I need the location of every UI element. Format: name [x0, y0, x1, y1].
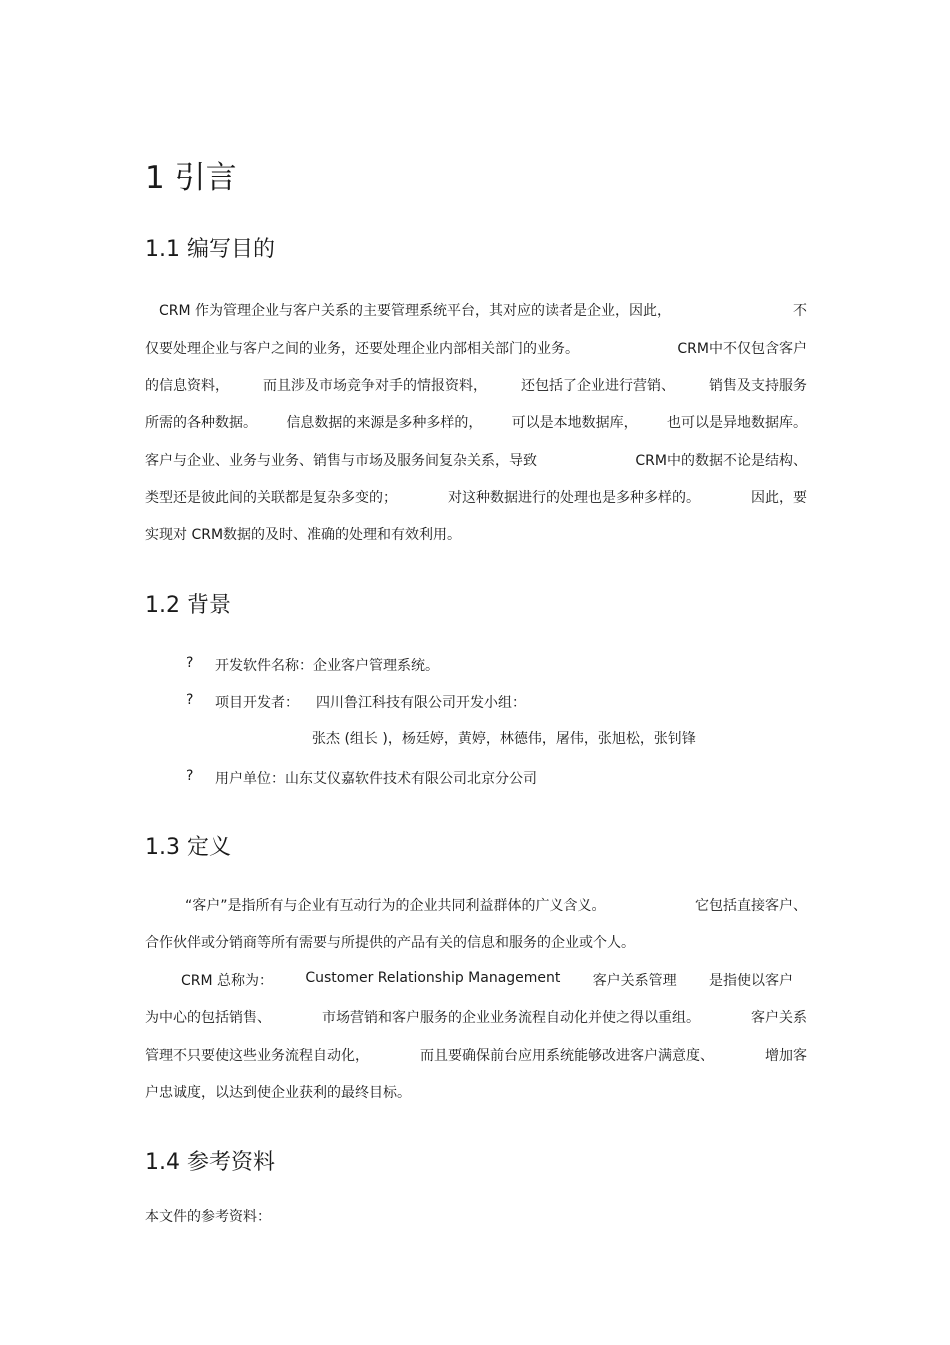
- paragraph-line: [145, 895, 807, 915]
- section-heading-1-2: 1.2 背景: [145, 593, 231, 618]
- text-segment: “客户”是指所有与企业有互动行为的企业共同利益群体的广义含义。: [185, 898, 606, 914]
- paragraph-line: [145, 1045, 807, 1065]
- text-segment: 管理不只要使这些业务流程自动化，: [145, 1048, 369, 1064]
- text-segment: CRM 作为管理企业与客户关系的主要管理系统平台，其对应的读者是企业，因此，: [159, 303, 672, 319]
- text-segment: 不: [793, 303, 807, 319]
- text-segment: 信息数据的来源是多种多样的，: [286, 415, 483, 431]
- bullet-software-name: 开发软件名称：企业客户管理系统。: [215, 658, 439, 674]
- section-heading-1-1: 1.1 编写目的: [145, 237, 275, 262]
- text-segment: 本文件的参考资料：: [145, 1209, 271, 1225]
- paragraph-line: [145, 1007, 807, 1027]
- text-segment: 客户与企业、业务与业务、销售与市场及服务间复杂关系，导致: [145, 453, 537, 469]
- team-members: 张杰 (组长 )，杨廷婷，黄婷，林德伟，屠伟，张旭松，张钊锋: [312, 731, 696, 747]
- text-segment: 客户关系管理: [592, 973, 677, 989]
- paragraph-line: [145, 1206, 807, 1226]
- text-segment: 因此，要: [751, 490, 807, 506]
- text-segment: 可以是本地数据库，: [511, 415, 638, 431]
- text-segment: 所需的各种数据。: [145, 415, 257, 431]
- bullet-marker: ?: [186, 692, 194, 708]
- text-segment: CRM中不仅包含客户: [677, 341, 807, 357]
- paragraph-line: [145, 300, 807, 320]
- chapter-heading: 1 引言: [145, 160, 237, 196]
- text-segment: 而且要确保前台应用系统能够改进客户满意度、: [420, 1048, 714, 1064]
- text-segment: 也可以是异地数据库。: [666, 415, 807, 431]
- text-segment: 实现对 CRM数据的及时、准确的处理和有效利用。: [145, 527, 462, 543]
- bullet-developer-label: 项目开发者：: [215, 695, 299, 711]
- section-heading-1-4: 1.4 参考资料: [145, 1150, 275, 1175]
- paragraph-line: [145, 412, 807, 432]
- paragraph-line: [145, 1082, 807, 1102]
- text-segment: 类型还是彼此间的关联都是复杂多变的；: [145, 490, 397, 506]
- text-segment: 增加客: [765, 1048, 807, 1064]
- bullet-user-unit: 用户单位：山东艾仪嘉软件技术有限公司北京分公司: [215, 771, 537, 787]
- paragraph-line: [145, 970, 793, 990]
- text-segment: 对这种数据进行的处理也是多种多样的。: [448, 490, 700, 506]
- paragraph-line: [145, 450, 807, 470]
- text-segment: 为中心的包括销售、: [145, 1010, 271, 1026]
- text-segment: 市场营销和客户服务的企业业务流程自动化并使之得以重组。: [322, 1010, 700, 1026]
- text-segment: 合作伙伴或分销商等所有需要与所提供的产品有关的信息和服务的企业或个人。: [145, 935, 635, 951]
- paragraph-line: [145, 338, 807, 358]
- text-segment: CRM中的数据不论是结构、: [635, 453, 807, 469]
- text-segment: 还包括了企业进行营销、: [521, 378, 675, 394]
- text-segment: CRM 总称为：: [181, 973, 274, 989]
- bullet-marker: ?: [186, 768, 194, 784]
- text-segment: 销售及支持服务: [709, 378, 807, 394]
- text-segment: Customer Relationship Management: [305, 970, 561, 986]
- paragraph-line: [145, 932, 807, 952]
- text-segment: 是指使以客户: [708, 973, 793, 989]
- bullet-marker: ?: [186, 655, 194, 671]
- text-segment: 客户关系: [751, 1010, 807, 1026]
- paragraph-line: [145, 524, 807, 544]
- paragraph-line: [145, 487, 807, 507]
- text-segment: 户忠诚度，以达到使企业获利的最终目标。: [145, 1085, 411, 1101]
- paragraph-line: [145, 375, 807, 395]
- text-segment: 的信息资料，: [145, 378, 229, 394]
- text-segment: 它包括直接客户、: [695, 898, 807, 914]
- section-heading-1-3: 1.3 定义: [145, 835, 231, 860]
- bullet-developer-value: 四川鲁江科技有限公司开发小组：: [316, 695, 526, 711]
- text-segment: 而且涉及市场竞争对手的情报资料，: [263, 378, 487, 394]
- text-segment: 仅要处理企业与客户之间的业务，还要处理企业内部相关部门的业务。: [145, 341, 579, 357]
